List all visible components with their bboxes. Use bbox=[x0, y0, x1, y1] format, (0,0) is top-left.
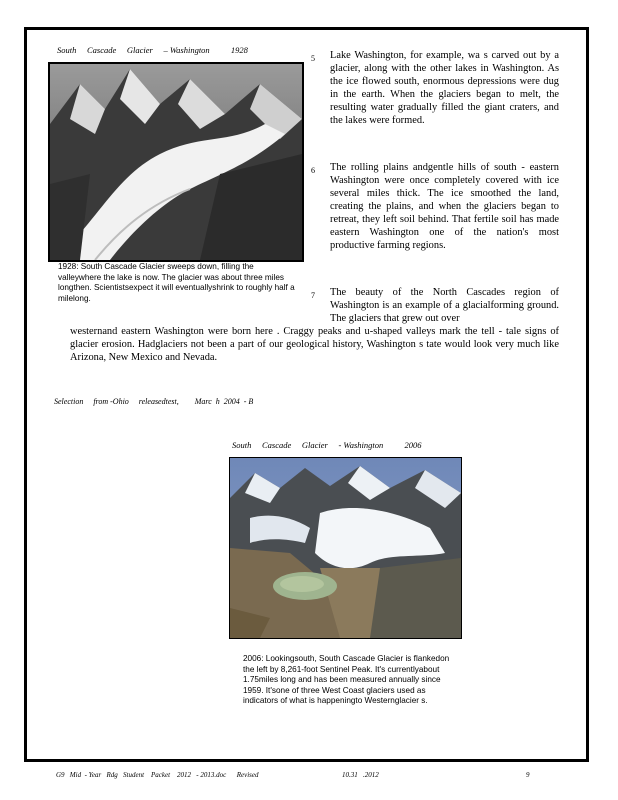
paragraph-5: Lake Washington, for example, wa s carved out by a glacier, along with the other lakes in Washington. As the ice flowed south, enormous depressions were dug in the earth. When the glaciers began to melt, the resulting water gradually filled the giant craters, and the lakes were formed. bbox=[330, 50, 559, 126]
paragraph-7: The beauty of the North Cascades region of Washington is an example of a glacialforming ground. The glaciers that grew out over bbox=[330, 287, 559, 324]
paragraph-5-number: 5 bbox=[311, 54, 315, 63]
footer-date: 10.31 .2012 bbox=[342, 771, 379, 779]
paragraph-6: The rolling plains andgentle hills of south - eastern Washington were once completely covered with ice several miles thick. The ice smoothed the land, creating the plains, and when the glaciers began to retreat, they left soil behind. That fertile soil has made eastern Washington one of the nation's most productive farming regions. bbox=[330, 162, 559, 251]
glacier-1928-photo bbox=[48, 62, 304, 262]
figure1-title: South Cascade Glacier – Washington 1928 bbox=[57, 45, 248, 55]
glacier-1928-image bbox=[50, 64, 302, 260]
figure2-caption: 2006: Lookingsouth, South Cascade Glacier is flankedon the left by 8,261-foot Sentinel Peak. It's currentlyabout 1.75miles long and has been measured annually since 1959. It'sone of three West Coast glaciers used as indicators of what is happeningto Westernglacier s. bbox=[243, 654, 450, 706]
figure2-title: South Cascade Glacier - Washington 2006 bbox=[232, 440, 422, 450]
paragraph-7-continuation: westernand eastern Washington were born here . Craggy peaks and u-shaped valleys mark the tell - tale signs of glacier erosion. Hadglaciers not been a part of our geological history, Washington s tate would look very much like Arizona, New Mexico and Nevada. bbox=[70, 326, 559, 363]
glacier-2006-image bbox=[230, 458, 461, 638]
footer-page-number: 9 bbox=[526, 771, 530, 779]
paragraph-7-number: 7 bbox=[311, 291, 315, 300]
paragraph-6-number: 6 bbox=[311, 166, 315, 175]
figure1-caption: 1928: South Cascade Glacier sweeps down, filling the valleywhere the lake is now. The glacier was about three miles longthen. Scientistsexpect it will eventuallyshrink to roughly half a milelong. bbox=[58, 262, 295, 303]
footer-document-info: G9 Mid - Year Rdg Student Packet 2012 - 2013.doc Revised bbox=[56, 771, 259, 779]
glacier-2006-photo bbox=[229, 457, 462, 639]
source-credit: Selection from -Ohio releasedtest, Marc h 2004 - B bbox=[54, 397, 254, 406]
